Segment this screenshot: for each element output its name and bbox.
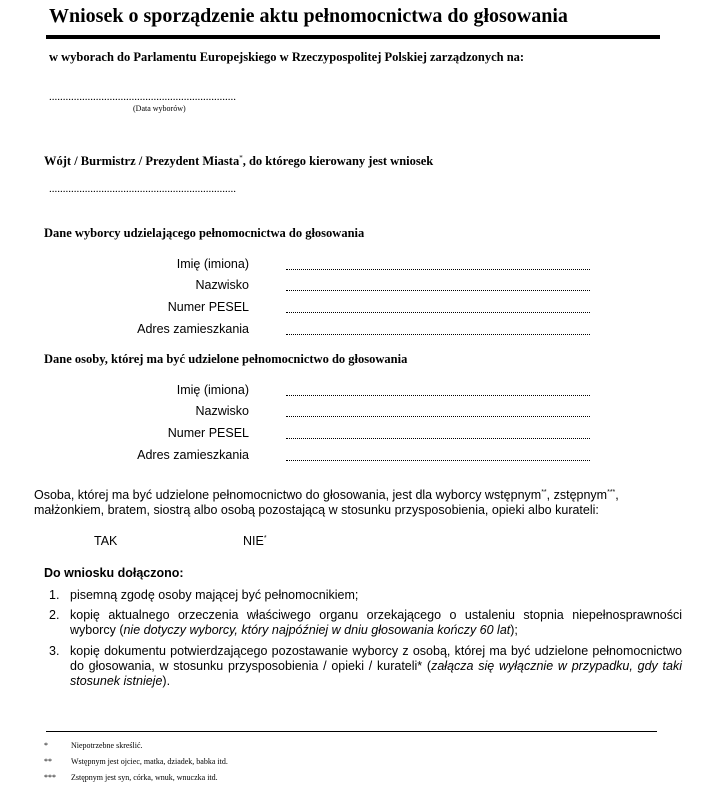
attachment-item-1: 1. pisemną zgodę osoby mającej być pełnomocnikiem; [49, 588, 359, 602]
relationship-question: Osoba, której ma być udzielone pełnomocnictwo do głosowania, jest dla wyborcy wstępnym**, zstępnym***, małżonkiem, bratem, siostrą albo osobą pozostającą w stosunku przysposobienia, opieki albo kurateli: [34, 488, 619, 518]
voter-address-label: Adres zamieszkania [137, 322, 249, 336]
voter-pesel-label: Numer PESEL [167, 300, 249, 314]
voter-first-name-field[interactable] [286, 269, 590, 270]
official-field[interactable]: .................................................................... [49, 184, 236, 195]
attachment-item-3: 3. kopię dokumentu potwierdzającego pozostawanie wyborcy z osobą, której ma być udzielone pełnomocnictwo do głosowania, w stosunku przysposobienia / opieki / kurateli* (załącza się wyłącznie w przypadku, gdy taki stosunek istnieje). [49, 644, 682, 688]
footnote-mark-3: *** [44, 773, 56, 782]
attachments-heading: Do wniosku dołączono: [44, 566, 184, 580]
proxy-section-heading: Dane osoby, której ma być udzielone pełnomocnictwo do głosowania [44, 352, 408, 366]
proxy-pesel-field[interactable] [286, 438, 590, 439]
footnote-text-3: Zstępnym jest syn, córka, wnuk, wnuczka itd. [71, 773, 218, 782]
proxy-last-name-label: Nazwisko [195, 404, 249, 418]
option-no[interactable]: NIE* [243, 534, 267, 548]
footnote-text-2: Wstępnym jest ojciec, matka, dziadek, babka itd. [71, 757, 228, 766]
election-date-field[interactable]: .................................................................... [49, 92, 236, 103]
voter-last-name-label: Nazwisko [195, 278, 249, 292]
footnote-text-1: Niepotrzebne skreślić. [71, 741, 143, 750]
attachment-item-2: 2. kopię aktualnego orzeczenia właściwego organu orzekającego o ustaleniu stopnia niepełnosprawności wyborcy (nie dotyczy wyborcy, który najpóźniej w dniu głosowania kończy 60 lat); [49, 608, 682, 637]
official-label: Wójt / Burmistrz / Prezydent Miasta*, do którego kierowany jest wniosek [44, 154, 434, 169]
footnote-mark-1: * [44, 741, 48, 750]
proxy-first-name-label: Imię (imiona) [176, 383, 249, 397]
proxy-first-name-field[interactable] [286, 395, 590, 396]
voter-last-name-field[interactable] [286, 290, 590, 291]
voter-pesel-field[interactable] [286, 312, 590, 313]
footnote-rule [46, 731, 657, 732]
election-date-caption: (Data wyborów) [133, 104, 186, 113]
footnote-mark-2: ** [44, 757, 52, 766]
voter-section-heading: Dane wyborcy udzielającego pełnomocnictwa do głosowania [44, 226, 365, 240]
voter-first-name-label: Imię (imiona) [176, 257, 249, 271]
proxy-pesel-label: Numer PESEL [167, 426, 249, 440]
proxy-last-name-field[interactable] [286, 416, 590, 417]
form-title: Wniosek o sporządzenie aktu pełnomocnictwa do głosowania [49, 5, 568, 27]
voter-address-field[interactable] [286, 334, 590, 335]
election-subtitle: w wyborach do Parlamentu Europejskiego w Rzeczypospolitej Polskiej zarządzonych na: [49, 50, 525, 64]
option-yes[interactable]: TAK [94, 534, 118, 548]
proxy-address-field[interactable] [286, 460, 590, 461]
title-rule [46, 35, 660, 39]
proxy-address-label: Adres zamieszkania [137, 448, 249, 462]
